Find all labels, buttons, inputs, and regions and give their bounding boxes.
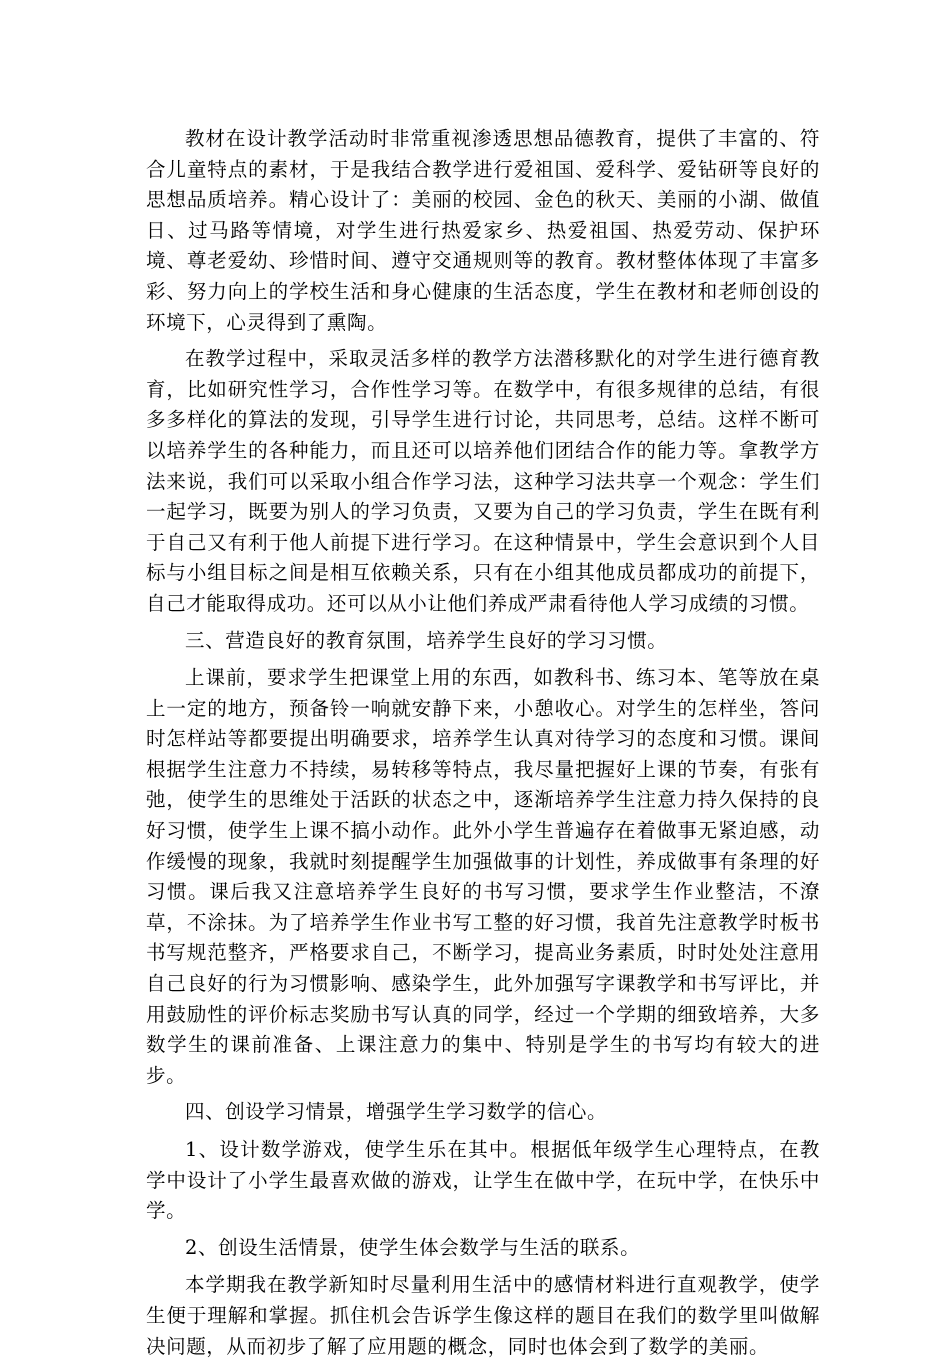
subheading-life-scenarios: 2、创设生活情景，使学生体会数学与生活的联系。 — [185, 1235, 641, 1259]
paragraph-teaching-methods: 在教学过程中，采取灵活多样的教学方法潜移默化的对学生进行德育教育，比如研究性学习，合作性学习等。在数学中，有很多规律的总结，有很多多样化的算法的发现，引导学生进行讨论，共同思考，总结。这样不断可以培养学生的各种能力，而且还可以培养他们团结合作的能力等。拿教学方法来说，我们可以采取小组合作学习法，这种学习法共享一个观念：学生们一起学习，既要为别人的学习负责，又要为自己的学习负责，学生在既有利于自己又有利于他人前提下进行学习。在这种情景中，学生会意识到个人目标与小组目标之间是相互依赖关系，只有在小组其他成员都成功的前提下，自己才能取得成功。还可以从小让他们养成严肃看待他人学习成绩的习惯。 — [146, 347, 820, 615]
paragraph-moral-education-materials: 教材在设计教学活动时非常重视渗透思想品德教育，提供了丰富的、符合儿童特点的素材，于是我结合教学进行爱祖国、爱科学、爱钻研等良好的思想品质培养。精心设计了：美丽的校园、金色的秋天、美丽的小湖、做值日、过马路等情境，对学生进行热爱家乡、热爱祖国、热爱劳动、保护环境、尊老爱幼、珍惜时间、遵守交通规则等的教育。教材整体体现了丰富多彩、努力向上的学校生活和身心健康的生活态度，学生在教材和老师创设的环境下，心灵得到了熏陶。 — [146, 127, 820, 334]
document-body — [146, 124, 820, 1368]
paragraph-study-habits: 上课前，要求学生把课堂上用的东西，如教科书、练习本、笔等放在桌上一定的地方，预备铃一响就安静下来，小憩收心。对学生的怎样坐，答问时怎样站等都要提出明确要求，培养学生认真对待学习的态度和习惯。课间根据学生注意力不持续，易转移等特点，我尽量把握好上课的节奏，有张有弛，使学生的思维处于活跃的状态之中，逐渐培养学生注意力持久保持的良好习惯，使学生上课不搞小动作。此外小学生普遍存在着做事无紧迫感，动作缓慢的现象，我就时刻提醒学生加强做事的计划性，养成做事有条理的好习惯。课后我又注意培养学生良好的书写习惯，要求学生作业整洁，不潦草，不涂抹。为了培养学生作业书写工整的好习惯，我首先注意教学时板书书写规范整齐，严格要求自己，不断学习，提高业务素质，时时处处注意用自己良好的行为习惯影响、感染学生，此外加强写字课教学和书写评比，并用鼓励性的评价标志奖励书写认真的同学，经过一个学期的细致培养，大多数学生的课前准备、上课注意力的集中、特别是学生的书写均有较大的进步。 — [146, 666, 820, 1087]
paragraph-life-materials: 本学期我在教学新知时尽量利用生活中的感情材料进行直观教学，使学生便于理解和掌握。抓住机会告诉学生像这样的题目在我们的数学里叫做解决问题，从而初步了解了应用题的概念，同时也体会到了数学的美丽。 — [146, 1273, 820, 1358]
paragraph-math-games: 1、设计数学游戏，使学生乐在其中。根据低年级学生心理特点，在教学中设计了小学生最喜欢做的游戏，让学生在做中学，在玩中学，在快乐中学。 — [146, 1138, 820, 1223]
section-heading-3: 三、营造良好的教育氛围，培养学生良好的学习习惯。 — [185, 628, 668, 652]
section-heading-4: 四、创设学习情景，增强学生学习数学的信心。 — [185, 1100, 608, 1124]
